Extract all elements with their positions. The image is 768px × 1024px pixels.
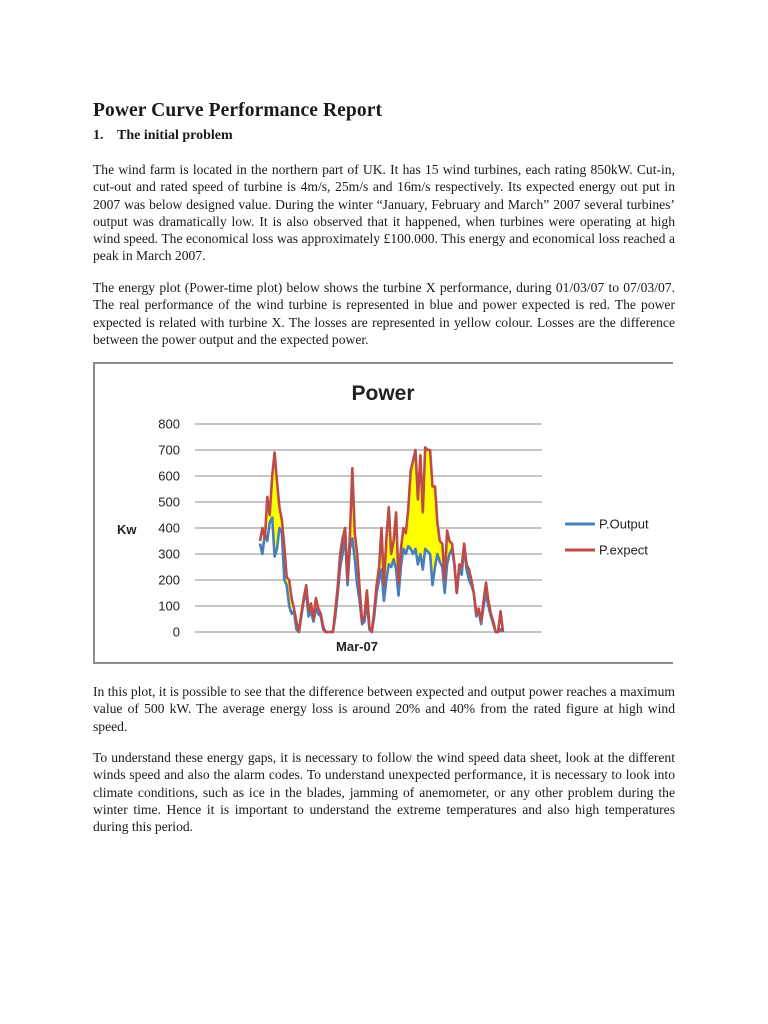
paragraph-energy-plot: The energy plot (Power-time plot) below shows the turbine X performance, during 01/03/07 to 07/03/07. The real performance of the wind turbine is represented in blue and power expected is red. The power expected is related with turbine X. The losses are represented in yellow colour. Losses are the difference between the power output and the expected power. [93, 280, 675, 347]
y-tick-label: 800 [158, 416, 180, 432]
y-tick-label: 600 [158, 468, 180, 484]
section-heading [93, 128, 233, 144]
legend-label: P.Output [599, 516, 649, 532]
y-tick-label: 500 [158, 494, 180, 510]
y-tick-label: 300 [158, 546, 180, 562]
y-tick-label: 700 [158, 442, 180, 458]
legend-label: P.expect [599, 542, 648, 558]
section-title: The initial problem [117, 128, 233, 143]
paragraph-intro: The wind farm is located in the northern part of UK. It has 15 wind turbines, each rating 850kW. Cut-in, cut-out and rated speed of turbine is 4m/s, 25m/s and 16m/s respectively. Its expected energy out put in 2007 was below designed value. During the winter “January, February and March” 2007 several turbines’ output was dramatically low. It is also observed that it happened, when turbines were operating at high wind speed. The economical loss was approximately £100.000. This energy and economical loss reached a peak in March 2007. [93, 162, 675, 264]
chart-title: Power [351, 382, 415, 405]
report-title: Power Curve Performance Report [93, 100, 383, 121]
x-axis-label: Mar-07 [336, 639, 378, 654]
paragraph-energy-gaps: To understand these energy gaps, it is necessary to follow the wind speed data sheet, look at the different winds speed and also the alarm codes. To understand unexpected performance, it is necessary to look into climate conditions, such as ice in the blades, jamming of anemometer, or any other problem during the winter time. Hence it is important to understand the extreme temperatures and also high temperatures during this period. [93, 750, 675, 835]
series-line-p-expect [260, 447, 503, 632]
section-number: 1. [93, 128, 104, 143]
power-chart-svg [95, 364, 675, 666]
y-tick-label: 0 [172, 624, 180, 640]
y-tick-label: 400 [158, 520, 180, 536]
y-tick-label: 200 [158, 572, 180, 588]
y-tick-label: 100 [158, 598, 180, 614]
y-axis-label: Kw [117, 522, 137, 537]
paragraph-plot-analysis: In this plot, it is possible to see that the difference between expected and output power reaches a maximum value of 500 kW. The average energy loss is around 20% and 40% from the rated figure at high wind speed. [93, 684, 675, 734]
power-chart [93, 362, 673, 664]
